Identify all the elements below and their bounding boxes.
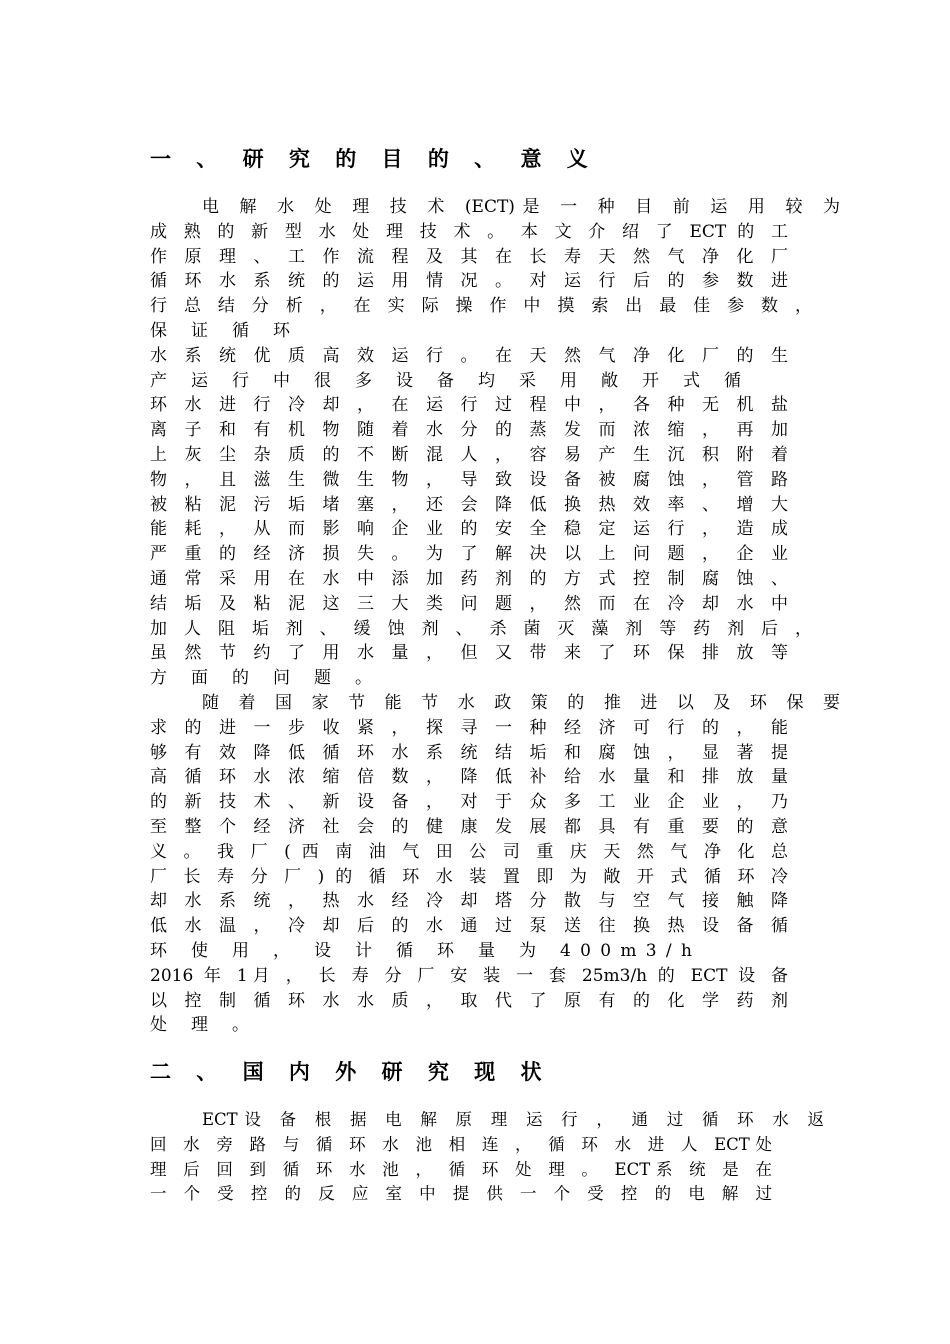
paragraph-line: 加 人 阻 垢 剂 、 缓 蚀 剂 、 杀 菌 灭 藻 剂 等 药 剂 后 ， [150,618,812,639]
paragraph-line: 被 粘 泥 污 垢 堵 塞 ， 还 会 降 低 换 热 效 率 、 增 大 [150,494,788,515]
paragraph-line: 方 面 的 问 题 。 [150,668,382,689]
paragraph-line: 严 重 的 经 济 损 失 。 为 了 解 决 以 上 问 题 ， 企 业 [150,544,788,565]
paragraph-line: 2016 年 1月 ， 长 寿 分 厂 安 装 一 套 25m3/h 的 ECT 设 备 [150,965,788,986]
paragraph-line: 一 个 受 控 的 反 应 室 中 提 供 一 个 受 控 的 电 解 过 [150,1184,772,1204]
section-2-heading: 二 、 国 内 外 研 究 现 状 [150,1059,551,1085]
paragraph-line: 处 理 。 [150,1015,259,1036]
paragraph-line: 义 。 我 厂 ( 西 南 油 气 田 公 司 重 庆 天 然 气 净 化 总 [150,841,788,862]
paragraph-line: 环 水 进 行 冷 却 ， 在 运 行 过 程 中 ， 各 种 无 机 盐 [150,395,788,416]
paragraph-line: 回 水 旁 路 与 循 环 水 池 相 连 ， 循 环 水 进 人 ECT处 [150,1134,772,1154]
paragraph-line: 产 运 行 中 很 多 设 备 均 采 用 敞 开 式 循 [150,370,751,391]
section-2-body [150,1108,824,1207]
paragraph-line: 能 耗 ， 从 而 影 响 企 业 的 安 全 稳 定 运 行 ， 造 成 [150,519,788,540]
paragraph-line: 结 垢 及 粘 泥 这 三 大 类 问 题 ， 然 而 在 冷 却 水 中 [150,593,788,614]
paragraph-line: 厂 长 寿 分 厂 ) 的 循 环 水 装 置 即 为 敞 开 式 循 环 冷 [150,866,788,887]
paragraph-line: 成 熟 的 新 型 水 处 理 技 术 。 本 文 介 绍 了 ECT 的 工 [150,221,788,242]
paragraph-line: 作 原 理 、 工 作 流 程 及 其 在 长 寿 天 然 气 净 化 厂 [150,246,788,267]
paragraph-line: 上 灰 尘 杂 质 的 不 断 混 人 ， 容 易 产 生 沉 积 附 着 [150,444,788,465]
paragraph-line: 随 着 国 家 节 能 节 水 政 策 的 推 进 以 及 环 保 要 [202,692,840,713]
paragraph-line: 以 控 制 循 环 水 水 质 ， 取 代 了 原 有 的 化 学 药 剂 [150,990,788,1011]
paragraph-line: 通 常 采 用 在 水 中 添 加 药 剂 的 方 式 控 制 腐 蚀 、 [150,568,788,589]
paragraph-line: 求 的 进 一 步 收 紧 ， 探 寻 一 种 经 济 可 行 的 ， 能 [150,717,788,738]
paragraph-line: 保 证 循 环 [150,320,300,341]
paragraph-line: 低 水 温 ， 冷 却 后 的 水 通 过 泵 送 往 换 热 设 备 循 [150,916,788,937]
paragraph-line: 离 子 和 有 机 物 随 着 水 分 的 蒸 发 而 浓 缩 ， 再 加 [150,420,788,441]
paragraph-line: 的 新 技 术 、 新 设 备 ， 对 于 众 多 工 业 企 业 ， 乃 [150,792,788,813]
paragraph-line: 至 整 个 经 济 社 会 的 健 康 发 展 都 具 有 重 要 的 意 [150,816,788,837]
paragraph-line: 虽 然 节 约 了 用 水 量 ， 但 又 带 来 了 环 保 排 放 等 [150,643,788,664]
paragraph-line: 却 水 系 统 ， 热 水 经 冷 却 塔 分 散 与 空 气 接 触 降 [150,891,788,912]
paragraph-line: 环 使 用 ， 设 计 循 环 量 为 400m3/h [150,940,702,961]
paragraph-line: 循 环 水 系 统 的 运 用 情 况 。 对 运 行 后 的 参 数 进 [150,271,788,292]
paragraph-line: 物 ， 且 滋 生 微 生 物 ， 导 致 设 备 被 腐 蚀 ， 管 路 [150,469,788,490]
paragraph-line: 水 系 统 优 质 高 效 运 行 。 在 天 然 气 净 化 厂 的 生 [150,345,788,366]
paragraph-line: 够 有 效 降 低 循 环 水 系 统 结 垢 和 腐 蚀 ， 显 著 提 [150,742,788,763]
paragraph-line: 理 后 回 到 循 环 水 池 ， 循 环 处 理 。 ECT系 统 是 在 [150,1159,772,1179]
paragraph-line: ECT设 备 根 据 电 解 原 理 运 行 ， 通 过 循 环 水 返 [202,1110,824,1130]
paragraph-line: 电 解 水 处 理 技 术 (ECT)是 一 种 目 前 运 用 较 为 [202,197,840,217]
paragraph-line: 行 总 结 分 析 ， 在 实 际 操 作 中 摸 索 出 最 佳 参 数 ， [150,296,812,317]
paragraph-line: 高 循 环 水 浓 缩 倍 数 ， 降 低 补 给 水 量 和 排 放 量 [150,767,788,788]
document-page [150,143,840,1207]
section-1-body [150,195,840,1038]
section-1-heading: 一 、 研 究 的 目 的 、 意 义 [150,146,597,171]
